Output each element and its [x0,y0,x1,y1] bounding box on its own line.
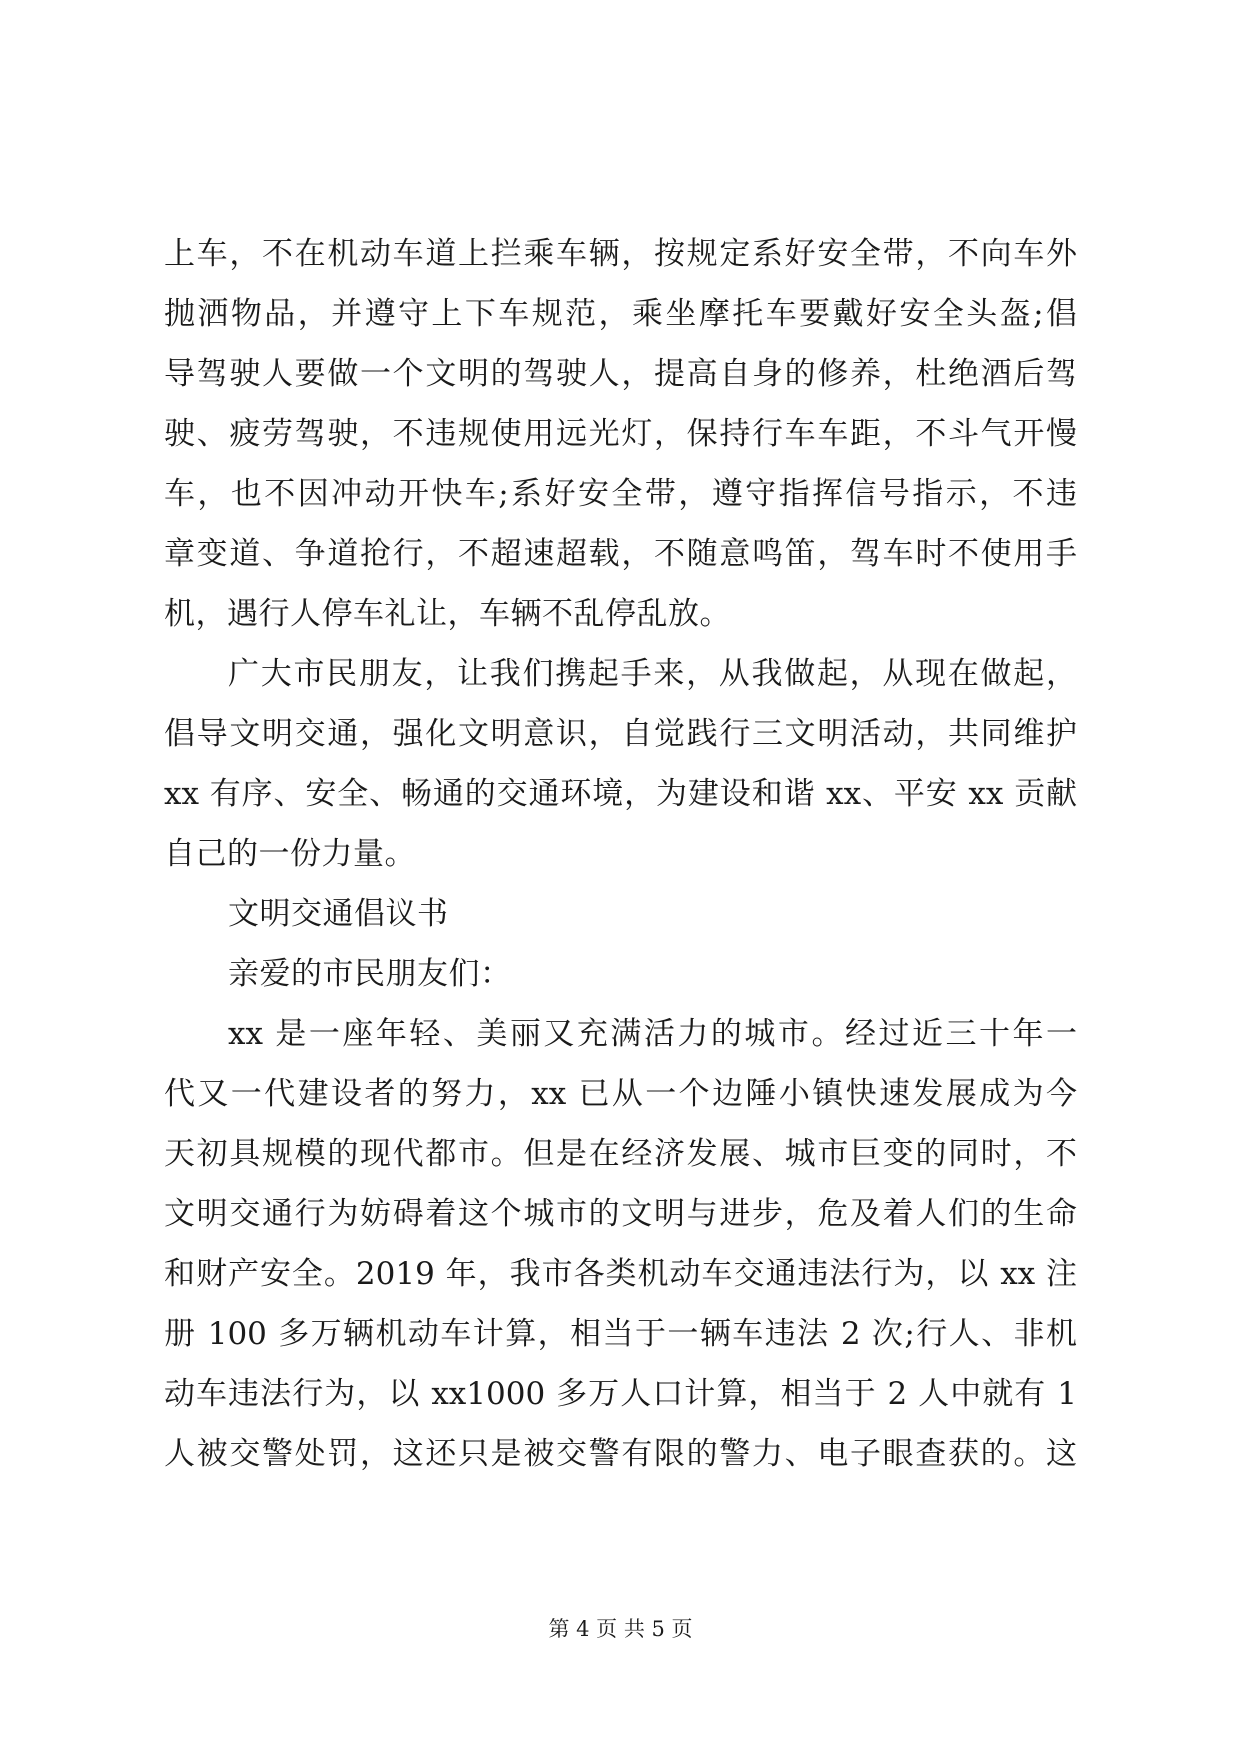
text-line: 代又一代建设者的努力，xx 已从一个边陲小镇快速发展成为今 [164,1076,1077,1112]
text-line: xx 是一座年轻、美丽又充满活力的城市。经过近三十年一 [228,1016,1077,1052]
text-line: 驶、疲劳驾驶，不违规使用远光灯，保持行车车距，不斗气开慢 [164,416,1077,452]
text-line: 自己的一份力量。 [164,836,416,872]
document-body [164,224,1077,1484]
page-footer: 第 4 页 共 5 页 [548,1617,693,1641]
text-line: 倡导文明交通，强化文明意识，自觉践行三文明活动，共同维护 [164,716,1077,752]
text-line: 人被交警处罚，这还只是被交警有限的警力、电子眼查获的。这 [164,1436,1077,1472]
text-line: 上车，不在机动车道上拦乘车辆，按规定系好安全带，不向车外 [164,236,1077,272]
text-line: 机，遇行人停车礼让，车辆不乱停乱放。 [164,596,731,632]
text-line: 文明交通倡议书 [228,896,449,932]
text-line: 车，也不因冲动开快车;系好安全带，遵守指挥信号指示，不违 [164,476,1077,512]
text-line: 广大市民朋友，让我们携起手来，从我做起，从现在做起， [228,656,1077,692]
text-line: xx 有序、安全、畅通的交通环境，为建设和谐 xx、平安 xx 贡献 [164,776,1077,812]
text-line: 亲爱的市民朋友们： [228,956,512,992]
text-line: 和财产安全。2019 年，我市各类机动车交通违法行为，以 xx 注 [164,1256,1077,1292]
text-line: 天初具规模的现代都市。但是在经济发展、城市巨变的同时，不 [164,1136,1077,1172]
text-line: 抛洒物品，并遵守上下车规范，乘坐摩托车要戴好安全头盔;倡 [164,296,1077,332]
text-line: 动车违法行为，以 xx1000 多万人口计算，相当于 2 人中就有 1 [164,1376,1077,1412]
text-line: 章变道、争道抢行，不超速超载，不随意鸣笛，驾车时不使用手 [164,536,1077,572]
text-line: 导驾驶人要做一个文明的驾驶人，提高自身的修养，杜绝酒后驾 [164,356,1077,392]
text-line: 册 100 多万辆机动车计算，相当于一辆车违法 2 次;行人、非机 [164,1316,1077,1352]
text-line: 文明交通行为妨碍着这个城市的文明与进步，危及着人们的生命 [164,1196,1077,1232]
